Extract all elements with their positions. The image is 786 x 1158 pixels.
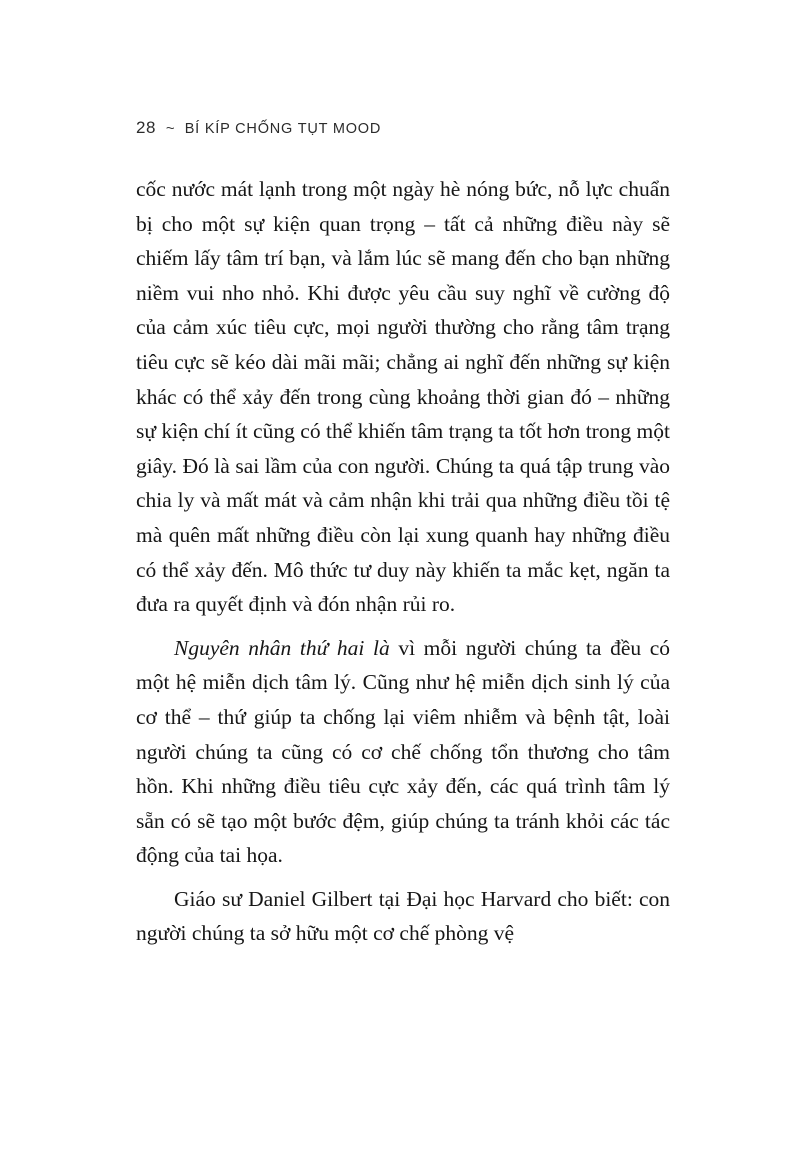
page-content-area (136, 118, 670, 951)
paragraph-continuation: cốc nước mát lạnh trong một ngày hè nóng bức, nỗ lực chuẩn bị cho một sự kiện quan trọng – tất cả những điều này sẽ chiếm lấy tâm trí bạn, và lắm lúc sẽ mang đến cho bạn những niềm vui nho nhỏ. Khi được yêu cầu suy nghĩ về cường độ của cảm xúc tiêu cực, mọi người thường cho rằng tâm trạng tiêu cực sẽ kéo dài mãi mãi; chẳng ai nghĩ đến những sự kiện khác có thể xảy đến trong cùng khoảng thời gian đó – những sự kiện chí ít cũng có thể khiến tâm trạng ta tốt hơn trong một giây. Đó là sai lầm của con người. Chúng ta quá tập trung vào chia ly và mất mát và cảm nhận khi trải qua những điều tồi tệ mà quên mất những điều còn lại xung quanh hay những điều có thể xảy đến. Mô thức tư duy này khiến ta mắc kẹt, ngăn ta đưa ra quyết định và đón nhận rủi ro. (136, 177, 670, 617)
paragraph-harvard: Giáo sư Daniel Gilbert tại Đại học Harvard cho biết: con người chúng ta sở hữu một cơ chế phòng vệ (136, 886, 670, 946)
paragraph-second-cause (136, 631, 670, 873)
running-header (136, 118, 670, 138)
paragraph-rest: vì mỗi người chúng ta đều có một hệ miễn dịch tâm lý. Cũng như hệ miễn dịch sinh lý của cơ thể – thứ giúp ta chống lại viêm nhiễm và bệnh tật, loài người chúng ta cũng có cơ chế chống tổn thương cho tâm hồn. Khi những điều tiêu cực xảy đến, các quá trình tâm lý sẵn có sẽ tạo một bước đệm, giúp chúng ta tránh khỏi các tác động của tai họa. (136, 635, 671, 868)
page-number: 28 (136, 118, 156, 137)
book-title: BÍ KÍP CHỐNG TỤT MOOD (184, 121, 382, 137)
header-separator: ~ (165, 120, 175, 137)
paragraph-lead-italic: Nguyên nhân thứ hai là (174, 635, 390, 660)
body-text (136, 172, 670, 951)
